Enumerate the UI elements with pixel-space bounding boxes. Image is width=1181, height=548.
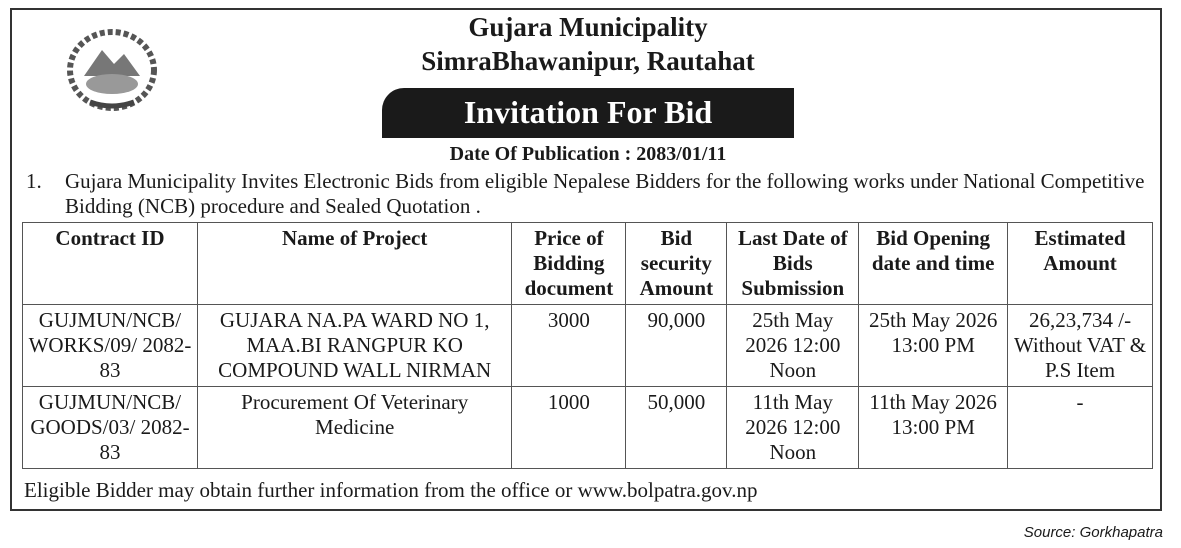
table-cell: 90,000 bbox=[626, 305, 727, 387]
table-cell: 25th May 2026 13:00 PM bbox=[859, 305, 1008, 387]
table-cell: 11th May 2026 12:00 Noon bbox=[727, 387, 859, 469]
column-header: Price of Bidding document bbox=[512, 223, 626, 305]
table-cell: - bbox=[1008, 387, 1153, 469]
column-header: Estimated Amount bbox=[1008, 223, 1153, 305]
table-cell: 25th May 2026 12:00 Noon bbox=[727, 305, 859, 387]
notice-banner: Invitation For Bid bbox=[382, 88, 794, 138]
table-header-row bbox=[23, 223, 1153, 305]
table-cell: 50,000 bbox=[626, 387, 727, 469]
table-cell: GUJMUN/NCB/ GOODS/03/ 2082-83 bbox=[23, 387, 198, 469]
item-number: 1. bbox=[26, 169, 42, 193]
table-cell: 1000 bbox=[512, 387, 626, 469]
table-cell: 11th May 2026 13:00 PM bbox=[859, 387, 1008, 469]
column-header: Last Date of Bids Submission bbox=[727, 223, 859, 305]
column-header: Name of Project bbox=[197, 223, 512, 305]
column-header: Bid Opening date and time bbox=[859, 223, 1008, 305]
table-cell: 3000 bbox=[512, 305, 626, 387]
table-cell: GUJMUN/NCB/ WORKS/09/ 2082-83 bbox=[23, 305, 198, 387]
publication-date: Date Of Publication : 2083/01/11 bbox=[449, 143, 727, 165]
municipality-name: Gujara Municipality bbox=[468, 12, 708, 42]
source-credit: Source: Gorkhapatra bbox=[1023, 524, 1163, 541]
table-row bbox=[23, 305, 1153, 387]
bid-table bbox=[22, 222, 1153, 469]
table-cell: GUJARA NA.PA WARD NO 1, MAA.BI RANGPUR KO COMPOUND WALL NIRMAN bbox=[197, 305, 512, 387]
column-header: Bid security Amount bbox=[626, 223, 727, 305]
intro-text: Gujara Municipality Invites Electronic Bids from eligible Nepalese Bidders for the following works under National Competitive Bidding (NCB) procedure and Sealed Quotation . bbox=[65, 169, 1145, 218]
table-cell: 26,23,734 /- Without VAT & P.S Item bbox=[1008, 305, 1153, 387]
column-header: Contract ID bbox=[23, 223, 198, 305]
footer-note: Eligible Bidder may obtain further information from the office or www.bolpatra.gov.np bbox=[24, 478, 758, 502]
nepal-emblem-icon bbox=[64, 26, 160, 112]
table-cell: Procurement Of Veterinary Medicine bbox=[197, 387, 512, 469]
intro-paragraph bbox=[26, 169, 1166, 219]
municipality-address: SimraBhawanipur, Rautahat bbox=[421, 46, 755, 76]
table-row bbox=[23, 387, 1153, 469]
